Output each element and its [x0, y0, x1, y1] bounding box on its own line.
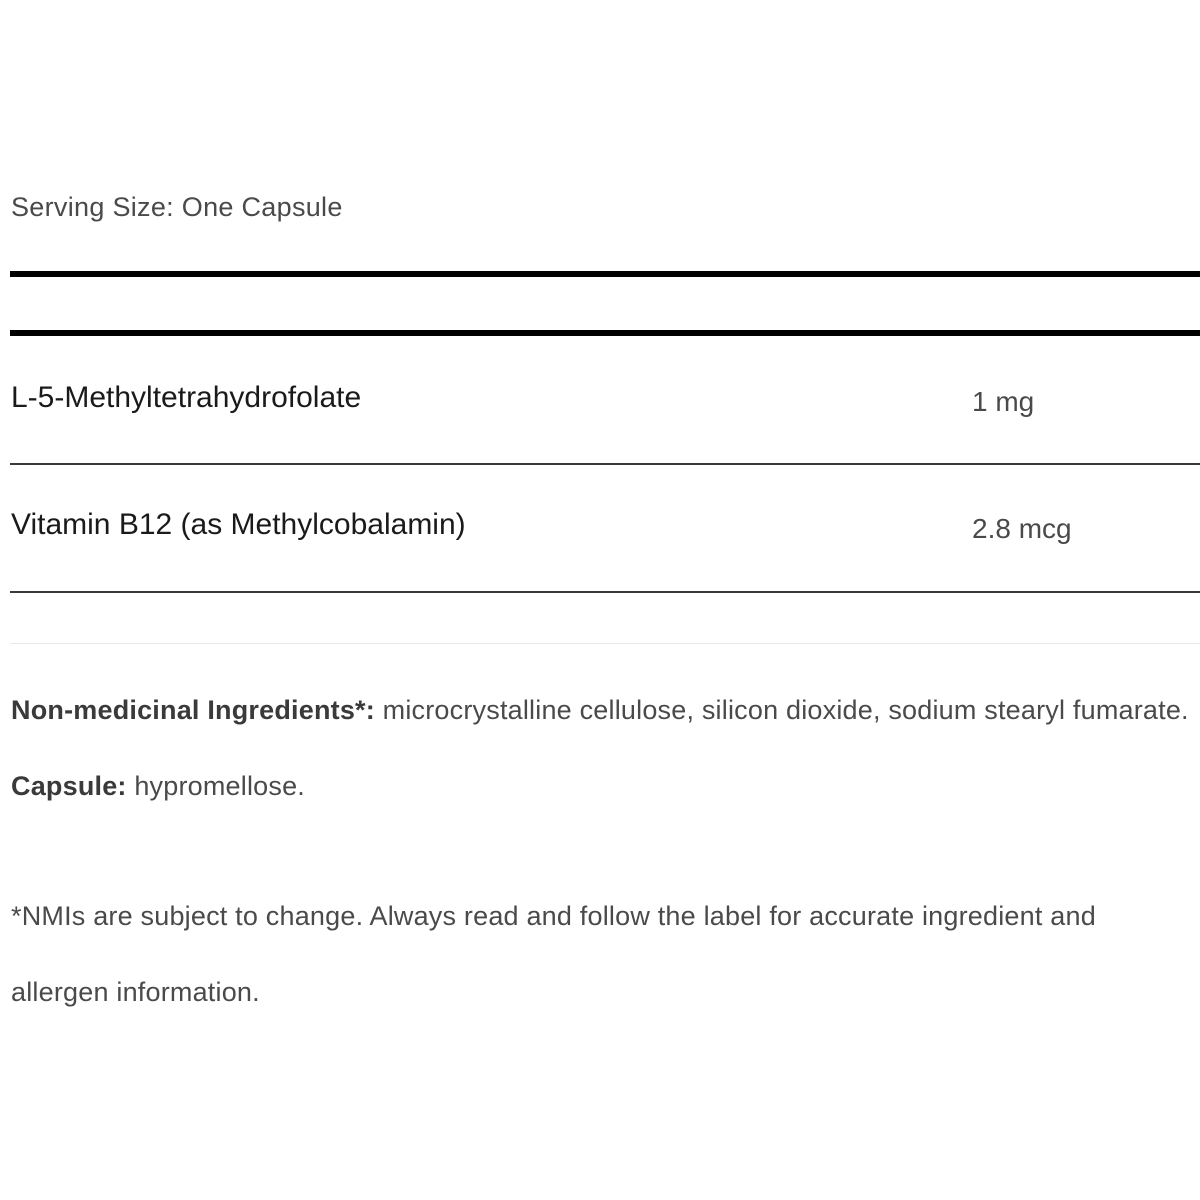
row-divider	[10, 463, 1200, 465]
section-divider	[10, 643, 1200, 644]
serving-size: Serving Size: One Capsule	[11, 192, 343, 222]
row-divider	[10, 591, 1200, 593]
non-medicinal-label: Non-medicinal Ingredients*:	[11, 695, 375, 725]
disclaimer: *NMIs are subject to change. Always read and follow the label for accurate ingredient and allergen information.	[11, 901, 1096, 1007]
top-thick-divider	[10, 271, 1200, 277]
non-medicinal-text: microcrystalline cellulose, silicon dioxide, sodium stearyl fumarate.	[374, 695, 1189, 725]
ingredient-row-amount: 2.8 mcg	[972, 513, 1072, 544]
ingredient-row-name: L-5-Methyltetrahydrofolate	[11, 381, 362, 414]
non-medicinal-ingredients	[11, 672, 1191, 824]
capsule-text: hypromellose.	[126, 771, 306, 801]
ingredient-row-name: Vitamin B12 (as Methylcobalamin)	[11, 508, 466, 541]
capsule-label: Capsule:	[11, 771, 127, 801]
ingredient-row-amount: 1 mg	[972, 386, 1035, 417]
header-thick-divider	[10, 330, 1200, 336]
